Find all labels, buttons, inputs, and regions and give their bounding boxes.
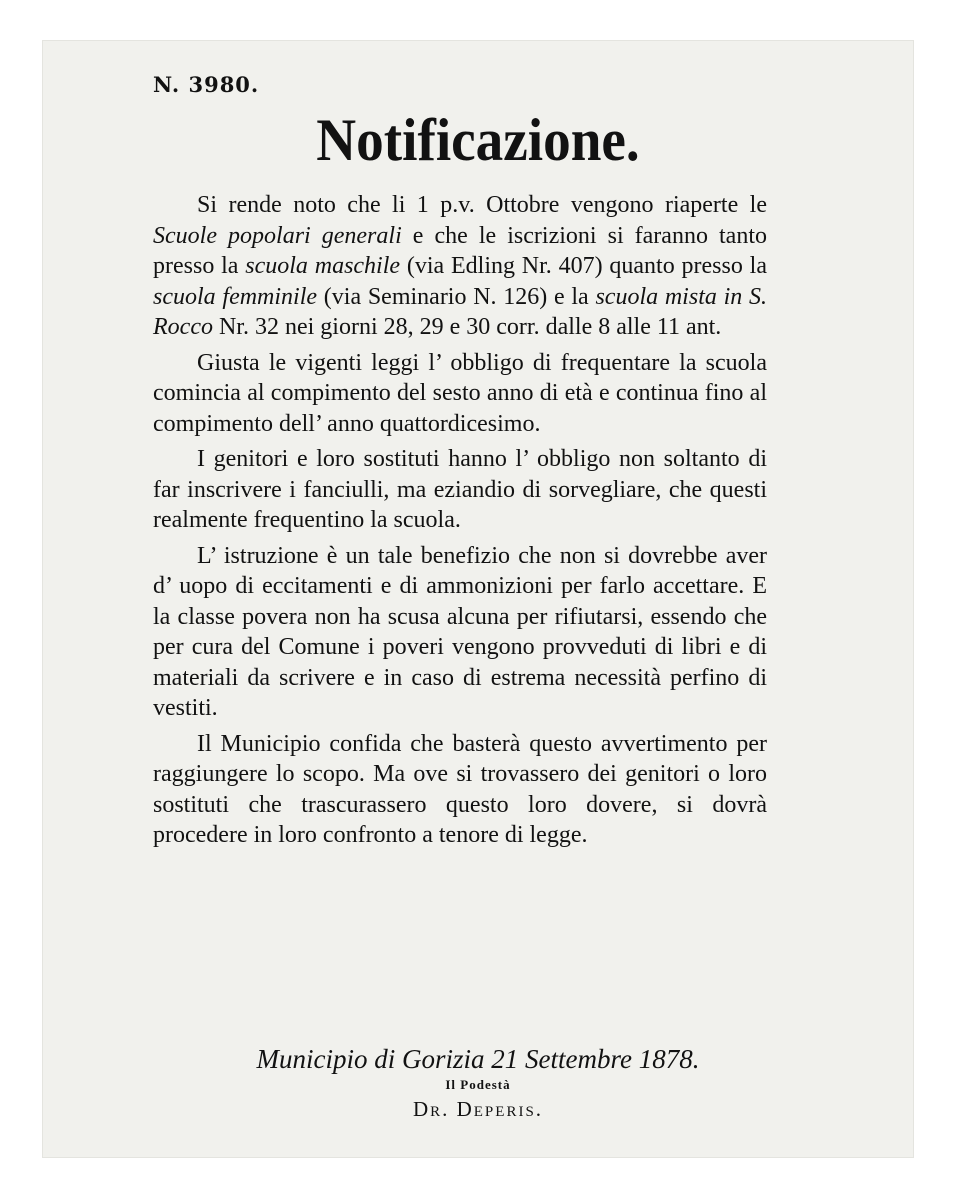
paragraph-4: L’ istruzione è un tale benefizio che non si dovrebbe aver d’ uopo di eccitamenti e di ammonizioni per farlo accettare. E la classe povera non ha scusa alcuna per rifiutarsi, essendo che per cura del Comune i poveri vengono provveduti di libri e di materiali da scrivere e in caso di estrema necessità perfino di vestiti. — [153, 542, 767, 721]
paragraph-1-text-1: Si rende noto che li 1 p.v. Ottobre vengono riaperte le — [197, 192, 767, 218]
signature-role: Il Podestà — [445, 1077, 511, 1092]
paragraph-1-text-3: (via Edling Nr. 407) quanto presso la — [400, 253, 767, 279]
paragraph-5: Il Municipio confida che basterà questo avvertimento per raggiungere lo scopo. Ma ove si trovassero dei genitori o loro sostituti che trascurassero questo loro dovere, si dovrà procedere in loro confronto a tenore di legge. — [153, 730, 767, 848]
signature-block — [0, 1042, 956, 1124]
notice-number: N. 3980. — [153, 72, 260, 97]
paragraph-1-emphasis-2: scuola maschile — [245, 253, 401, 279]
notice-title: Notificazione. — [316, 107, 640, 173]
notice-body — [153, 190, 767, 856]
signature-name: Dr. Deperis. — [412, 1097, 544, 1121]
paragraph-1-emphasis-1: Scuole popolari generali — [153, 222, 402, 249]
paragraph-1 — [153, 190, 767, 343]
paragraph-1-text-2: e che le iscrizioni si faranno tanto presso la — [153, 222, 767, 279]
paragraph-2: Giusta le vigenti leggi l’ obbligo di frequentare la scuola comincia al compimento del sesto anno di età e continua fino al compimento dell’ anno quattordicesimo. — [153, 349, 767, 437]
paragraph-1-text-5: Nr. 32 nei giorni 28, 29 e 30 corr. dalle 8 alle 11 ant. — [212, 314, 722, 340]
paragraph-1-text-4: (via Seminario N. 126) e la — [317, 283, 596, 310]
paragraph-1-emphasis-3: scuola femminile — [153, 283, 318, 310]
paragraph-3: I genitori e loro sostituti hanno l’ obbligo non soltanto di far inscrivere i fanciulli, ma eziandio di sorvegliare, che questi realmente frequentino la scuola. — [153, 446, 767, 533]
paragraph-1-emphasis-4: scuola mista in S. Rocco — [153, 283, 767, 340]
signature-place-date: Municipio di Gorizia 21 Settembre 1878. — [256, 1044, 700, 1074]
